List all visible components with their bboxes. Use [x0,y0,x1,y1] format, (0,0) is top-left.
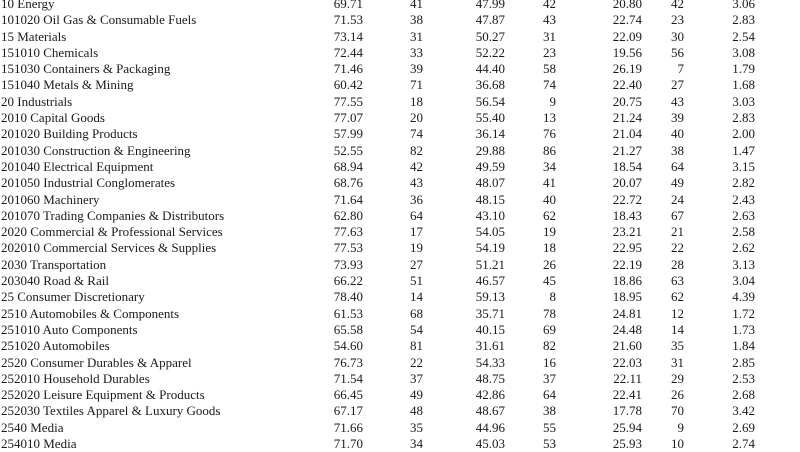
industry-name-cell: 202010 Commercial Services & Supplies [1,240,217,256]
row-padding [755,175,800,191]
value-cell-1: 71.53 [333,12,363,28]
value-cell-2: 55.40 [475,110,505,126]
rank-cell-3: 38 [671,142,684,158]
table-row [0,322,800,338]
value-cell-1: 68.76 [333,175,363,191]
value-cell-3: 25.93 [612,436,642,452]
rank-cell-2: 86 [543,142,556,158]
rank-cell-2: 82 [543,338,556,354]
value-cell-3: 22.95 [612,240,642,256]
table-row [0,110,800,126]
rank-cell-1: 36 [410,191,423,207]
table-row [0,0,800,12]
value-cell-1: 71.46 [333,61,363,77]
rank-cell-2: 40 [543,191,556,207]
value-cell-3: 20.75 [612,93,642,109]
value-cell-3: 22.03 [612,354,642,370]
value-cell-4: 3.13 [732,256,755,272]
industry-name-cell: 254010 Media [1,436,77,452]
industry-name-cell: 2520 Consumer Durables & Apparel [1,354,192,370]
industry-name-cell: 2020 Commercial & Professional Services [1,224,223,240]
value-cell-1: 68.94 [333,158,363,174]
table-row [0,12,800,28]
rank-cell-3: 23 [671,12,684,28]
rank-cell-1: 33 [410,44,423,60]
value-cell-4: 3.06 [732,0,755,11]
rank-cell-3: 28 [671,256,684,272]
row-padding [755,0,800,12]
table-row [0,257,800,273]
value-cell-2: 44.40 [475,61,505,77]
table-row [0,77,800,93]
table-row [0,420,800,436]
value-cell-1: 52.55 [333,142,363,158]
table-row [0,143,800,159]
value-cell-4: 2.00 [732,126,755,142]
value-cell-1: 65.58 [333,321,363,337]
value-cell-3: 22.09 [612,28,642,44]
rank-cell-3: 56 [671,44,684,60]
rank-cell-2: 9 [549,93,556,109]
rank-cell-2: 8 [549,289,556,305]
value-cell-4: 3.42 [732,403,755,419]
rank-cell-1: 81 [410,338,423,354]
value-cell-4: 1.73 [732,321,755,337]
value-cell-2: 46.57 [475,273,505,289]
value-cell-4: 1.79 [732,61,755,77]
value-cell-2: 49.59 [475,158,505,174]
industry-name-cell: 203040 Road & Rail [1,273,109,289]
industry-name-cell: 10 Energy [1,0,55,11]
value-cell-1: 69.71 [333,0,363,11]
rank-cell-3: 7 [677,61,684,77]
value-cell-1: 71.70 [333,436,363,452]
value-cell-4: 2.68 [732,387,755,403]
value-cell-4: 3.15 [732,158,755,174]
value-cell-1: 57.99 [333,126,363,142]
value-cell-2: 35.71 [475,305,505,321]
industry-name-cell: 25 Consumer Discretionary [1,289,145,305]
rank-cell-2: 76 [543,126,556,142]
value-cell-2: 54.19 [475,240,505,256]
rank-cell-3: 35 [671,338,684,354]
table-row [0,208,800,224]
rank-cell-2: 64 [543,387,556,403]
value-cell-4: 2.69 [732,419,755,435]
rank-cell-3: 12 [671,305,684,321]
value-cell-4: 2.63 [732,207,755,223]
rank-cell-3: 64 [671,158,684,174]
rank-cell-2: 18 [543,240,556,256]
rank-cell-3: 63 [671,273,684,289]
value-cell-3: 17.78 [612,403,642,419]
value-cell-1: 67.17 [333,403,363,419]
rank-cell-1: 42 [410,158,423,174]
industry-name-cell: 151030 Containers & Packaging [1,61,171,77]
value-cell-2: 54.33 [475,354,505,370]
value-cell-1: 62.80 [333,207,363,223]
value-cell-2: 43.10 [475,207,505,223]
rank-cell-3: 42 [671,0,684,11]
value-cell-4: 1.68 [732,77,755,93]
rank-cell-1: 41 [410,0,423,11]
value-cell-4: 2.53 [732,370,755,386]
value-cell-2: 29.88 [475,142,505,158]
row-padding [755,273,800,289]
value-cell-1: 78.40 [333,289,363,305]
row-padding [755,322,800,338]
value-cell-1: 77.63 [333,224,363,240]
table-row [0,338,800,354]
table-row [0,371,800,387]
value-cell-1: 72.44 [333,44,363,60]
row-padding [755,240,800,256]
row-padding [755,387,800,403]
value-cell-1: 54.60 [333,338,363,354]
industry-name-cell: 252020 Leisure Equipment & Products [1,387,205,403]
table-row [0,224,800,240]
industry-name-cell: 201070 Trading Companies & Distributors [1,207,225,223]
rank-cell-3: 24 [671,191,684,207]
value-cell-1: 77.07 [333,110,363,126]
row-padding [755,420,800,436]
industry-name-cell: 2540 Media [1,419,64,435]
rank-cell-3: 49 [671,175,684,191]
value-cell-4: 2.58 [732,224,755,240]
rank-cell-2: 38 [543,403,556,419]
table-row [0,159,800,175]
row-padding [755,77,800,93]
rank-cell-2: 34 [543,158,556,174]
rank-cell-1: 20 [410,110,423,126]
value-cell-3: 24.81 [612,305,642,321]
table-row [0,192,800,208]
table-row [0,355,800,371]
value-cell-3: 20.80 [612,0,642,11]
rank-cell-1: 27 [410,256,423,272]
rank-cell-3: 22 [671,240,684,256]
rank-cell-2: 42 [543,0,556,11]
value-cell-3: 21.04 [612,126,642,142]
value-cell-2: 50.27 [475,28,505,44]
value-cell-3: 21.27 [612,142,642,158]
row-padding [755,192,800,208]
rank-cell-3: 9 [677,419,684,435]
value-cell-4: 2.83 [732,12,755,28]
value-cell-1: 76.73 [333,354,363,370]
industry-name-cell: 252030 Textiles Apparel & Luxury Goods [1,403,221,419]
value-cell-2: 51.21 [475,256,505,272]
value-cell-4: 1.84 [732,338,755,354]
row-padding [755,338,800,354]
industry-name-cell: 151040 Metals & Mining [1,77,134,93]
rank-cell-2: 26 [543,256,556,272]
rank-cell-2: 55 [543,419,556,435]
value-cell-2: 45.03 [475,436,505,452]
industry-name-cell: 201060 Machinery [1,191,100,207]
value-cell-1: 66.45 [333,387,363,403]
industry-name-cell: 201030 Construction & Engineering [1,142,191,158]
row-padding [755,12,800,28]
row-padding [755,110,800,126]
value-cell-3: 21.60 [612,338,642,354]
value-cell-3: 25.94 [612,419,642,435]
value-cell-3: 20.07 [612,175,642,191]
value-cell-2: 42.86 [475,387,505,403]
row-padding [755,355,800,371]
rank-cell-1: 71 [410,77,423,93]
table-row [0,29,800,45]
row-padding [755,257,800,273]
row-padding [755,61,800,77]
industry-name-cell: 2010 Capital Goods [1,110,105,126]
value-cell-3: 19.56 [612,44,642,60]
row-padding [755,45,800,61]
table-row [0,175,800,191]
row-padding [755,94,800,110]
rank-cell-3: 10 [671,436,684,452]
value-cell-1: 60.42 [333,77,363,93]
table-row [0,126,800,142]
value-cell-1: 71.54 [333,370,363,386]
value-cell-4: 2.83 [732,110,755,126]
value-cell-3: 18.43 [612,207,642,223]
value-cell-3: 22.74 [612,12,642,28]
industry-name-cell: 2030 Transportation [1,256,107,272]
rank-cell-3: 39 [671,110,684,126]
value-cell-4: 2.54 [732,28,755,44]
value-cell-4: 2.43 [732,191,755,207]
value-cell-3: 18.95 [612,289,642,305]
rank-cell-1: 31 [410,28,423,44]
rank-cell-3: 67 [671,207,684,223]
row-padding [755,159,800,175]
value-cell-3: 18.54 [612,158,642,174]
rank-cell-2: 13 [543,110,556,126]
value-cell-2: 59.13 [475,289,505,305]
value-cell-3: 26.19 [612,61,642,77]
value-cell-3: 22.19 [612,256,642,272]
value-cell-4: 3.08 [732,44,755,60]
value-cell-3: 22.11 [613,370,642,386]
value-cell-4: 2.85 [732,354,755,370]
value-cell-3: 23.21 [612,224,642,240]
rank-cell-3: 21 [671,224,684,240]
rank-cell-1: 43 [410,175,423,191]
industry-name-cell: 251010 Auto Components [1,321,138,337]
row-padding [755,289,800,305]
row-padding [755,29,800,45]
row-padding [755,143,800,159]
row-padding [755,371,800,387]
value-cell-2: 48.07 [475,175,505,191]
value-cell-1: 77.55 [333,93,363,109]
value-cell-3: 24.48 [612,321,642,337]
value-cell-2: 48.75 [475,370,505,386]
value-cell-2: 31.61 [475,338,505,354]
rank-cell-1: 51 [410,273,423,289]
row-padding [755,306,800,322]
value-cell-2: 44.96 [475,419,505,435]
value-cell-3: 21.24 [612,110,642,126]
value-cell-2: 52.22 [475,44,505,60]
rank-cell-1: 38 [410,12,423,28]
value-cell-1: 61.53 [333,305,363,321]
industry-name-cell: 251020 Automobiles [1,338,110,354]
value-cell-1: 73.93 [333,256,363,272]
industry-name-cell: 201020 Building Products [1,126,138,142]
rank-cell-3: 70 [671,403,684,419]
row-padding [755,208,800,224]
value-cell-4: 2.82 [732,175,755,191]
rank-cell-2: 69 [543,321,556,337]
rank-cell-1: 68 [410,305,423,321]
table-row [0,306,800,322]
rank-cell-1: 64 [410,207,423,223]
value-cell-1: 66.22 [333,273,363,289]
rank-cell-2: 19 [543,224,556,240]
rank-cell-1: 17 [410,224,423,240]
rank-cell-2: 23 [543,44,556,60]
value-cell-3: 22.72 [612,191,642,207]
rank-cell-1: 49 [410,387,423,403]
rank-cell-2: 78 [543,305,556,321]
rank-cell-3: 26 [671,387,684,403]
rank-cell-3: 14 [671,321,684,337]
value-cell-2: 40.15 [475,321,505,337]
rank-cell-2: 45 [543,273,556,289]
rank-cell-2: 16 [543,354,556,370]
value-cell-2: 36.14 [475,126,505,142]
table-row [0,45,800,61]
rank-cell-3: 31 [671,354,684,370]
table-row [0,240,800,256]
value-cell-3: 22.40 [612,77,642,93]
industry-name-cell: 101020 Oil Gas & Consumable Fuels [1,12,197,28]
row-padding [755,224,800,240]
rank-cell-2: 31 [543,28,556,44]
table-row [0,61,800,77]
value-cell-3: 18.86 [612,273,642,289]
rank-cell-1: 54 [410,321,423,337]
value-cell-2: 54.05 [475,224,505,240]
rank-cell-2: 41 [543,175,556,191]
table-row [0,94,800,110]
value-cell-4: 1.72 [732,305,755,321]
value-cell-4: 2.74 [732,436,755,452]
value-cell-3: 22.41 [612,387,642,403]
rank-cell-1: 22 [410,354,423,370]
industry-name-cell: 20 Industrials [1,93,73,109]
value-cell-4: 1.47 [732,142,755,158]
industry-name-cell: 151010 Chemicals [1,44,99,60]
table-row [0,387,800,403]
rank-cell-1: 39 [410,61,423,77]
value-cell-1: 71.64 [333,191,363,207]
industry-name-cell: 252010 Household Durables [1,370,150,386]
rank-cell-1: 37 [410,370,423,386]
industry-name-cell: 2510 Automobiles & Components [1,305,180,321]
rank-cell-2: 53 [543,436,556,452]
rank-cell-2: 62 [543,207,556,223]
rank-cell-3: 30 [671,28,684,44]
rank-cell-3: 27 [671,77,684,93]
value-cell-1: 73.14 [333,28,363,44]
rank-cell-3: 40 [671,126,684,142]
table-row [0,403,800,419]
value-cell-2: 47.99 [475,0,505,11]
value-cell-2: 48.67 [475,403,505,419]
rank-cell-1: 48 [410,403,423,419]
value-cell-4: 2.62 [732,240,755,256]
value-cell-2: 36.68 [475,77,505,93]
rank-cell-1: 74 [410,126,423,142]
value-cell-4: 4.39 [732,289,755,305]
value-cell-4: 3.04 [732,273,755,289]
value-cell-1: 77.53 [333,240,363,256]
table-row [0,289,800,305]
rank-cell-2: 58 [543,61,556,77]
rank-cell-3: 43 [671,93,684,109]
rank-cell-2: 37 [543,370,556,386]
industry-name-cell: 201050 Industrial Conglomerates [1,175,176,191]
industry-name-cell: 15 Materials [1,28,67,44]
row-padding [755,403,800,419]
rank-cell-1: 18 [410,93,423,109]
row-padding [755,126,800,142]
rank-cell-1: 14 [410,289,423,305]
rank-cell-3: 29 [671,370,684,386]
industry-name-cell: 201040 Electrical Equipment [1,158,154,174]
value-cell-2: 47.87 [475,12,505,28]
rank-cell-1: 35 [410,419,423,435]
rank-cell-2: 43 [543,12,556,28]
rank-cell-2: 74 [543,77,556,93]
rank-cell-1: 82 [410,142,423,158]
rank-cell-3: 62 [671,289,684,305]
value-cell-2: 48.15 [475,191,505,207]
value-cell-2: 56.54 [475,93,505,109]
rank-cell-1: 34 [410,436,423,452]
table-row [0,273,800,289]
value-cell-1: 71.66 [333,419,363,435]
value-cell-4: 3.03 [732,93,755,109]
rank-cell-1: 19 [410,240,423,256]
